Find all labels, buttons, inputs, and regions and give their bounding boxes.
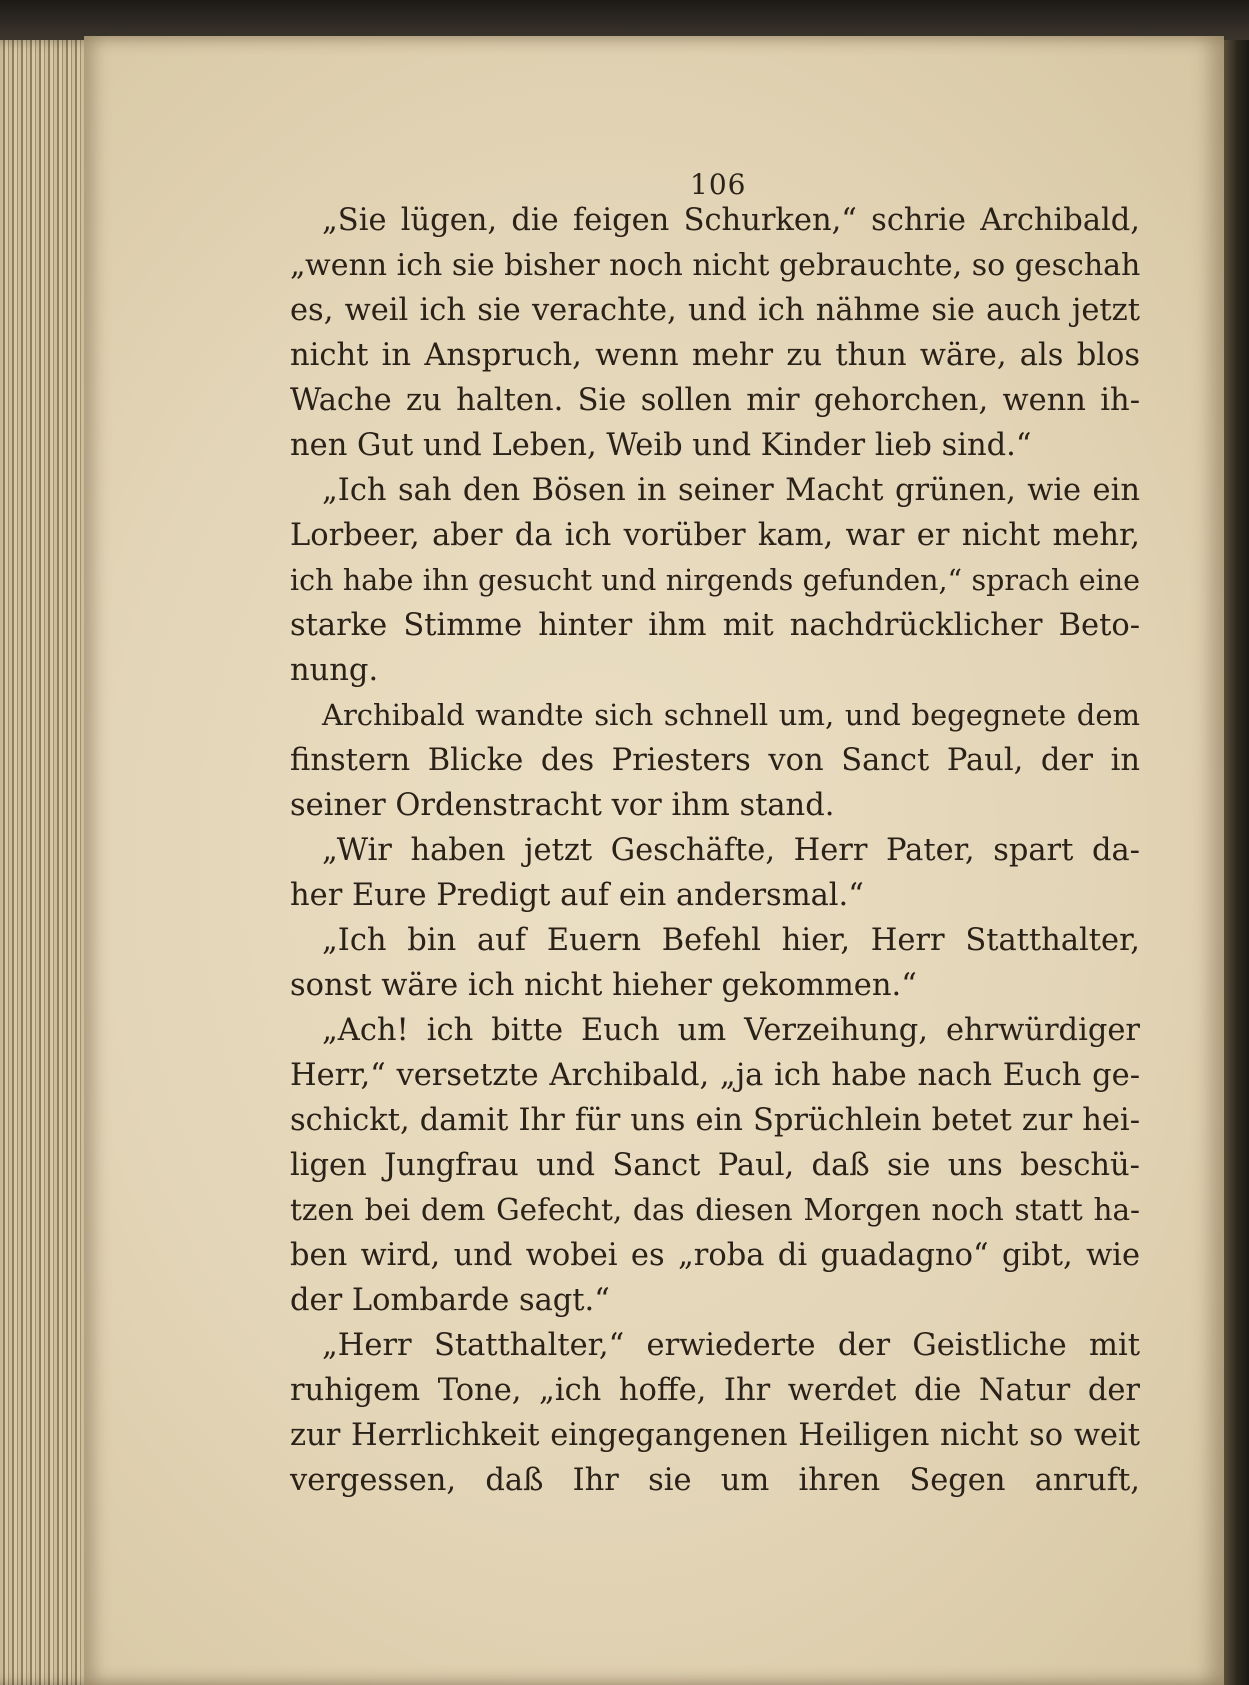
text-line: der Lombarde sagt.“ bbox=[290, 1283, 610, 1318]
text-line: „Wir haben jetzt Geschäfte, Herr Pater, spart da- bbox=[322, 833, 1140, 868]
text-line: „wenn ich sie bisher noch nicht gebrauchte, so geschah bbox=[290, 248, 1141, 283]
text-line: nen Gut und Leben, Weib und Kinder lieb sind.“ bbox=[290, 428, 1032, 463]
text-line: seiner Ordenstracht vor ihm stand. bbox=[290, 788, 835, 823]
text-line: ben wird, und wobei es „roba di guadagno“ gibt, wie bbox=[290, 1238, 1140, 1273]
text-line: vergessen, daß Ihr sie um ihren Segen anruft, bbox=[290, 1463, 1140, 1498]
text-line: Lorbeer, aber da ich vorüber kam, war er nicht mehr, bbox=[290, 518, 1140, 553]
text-line: Archibald wandte sich schnell um, und begegnete dem bbox=[322, 698, 1140, 732]
text-line: Wache zu halten. Sie sollen mir gehorchen, wenn ih- bbox=[290, 383, 1140, 418]
page-number: 106 bbox=[690, 168, 747, 201]
text-line: zur Herrlichkeit eingegangenen Heiligen nicht so weit bbox=[290, 1418, 1140, 1453]
body-text bbox=[290, 198, 1140, 1503]
text-line: schickt, damit Ihr für uns ein Sprüchlein betet zur hei- bbox=[290, 1103, 1140, 1138]
text-line: „Ich bin auf Euern Befehl hier, Herr Statthalter, bbox=[322, 923, 1140, 958]
text-line: ich habe ihn gesucht und nirgends gefunden,“ sprach eine bbox=[290, 564, 1140, 597]
text-line: es, weil ich sie verachte, und ich nähme sie auch jetzt bbox=[290, 293, 1140, 328]
text-line: nicht in Anspruch, wenn mehr zu thun wäre, als blos bbox=[290, 338, 1140, 373]
text-line: nung. bbox=[290, 653, 379, 688]
text-line: „Sie lügen, die feigen Schurken,“ schrie Archibald, bbox=[322, 203, 1140, 238]
text-line: Herr,“ versetzte Archibald, „ja ich habe nach Euch ge- bbox=[290, 1058, 1140, 1093]
text-line: „Ach! ich bitte Euch um Verzeihung, ehrwürdiger bbox=[322, 1013, 1140, 1048]
text-line: ligen Jungfrau und Sanct Paul, daß sie uns beschü- bbox=[290, 1148, 1140, 1183]
text-line: finstern Blicke des Priesters von Sanct Paul, der in bbox=[290, 743, 1140, 778]
text-line: ruhigem Tone, „ich hoffe, Ihr werdet die Natur der bbox=[290, 1373, 1140, 1408]
text-line: starke Stimme hinter ihm mit nachdrücklicher Beto- bbox=[290, 608, 1140, 643]
text-line: „Herr Statthalter,“ erwiederte der Geistliche mit bbox=[322, 1328, 1140, 1363]
text-line: „Ich sah den Bösen in seiner Macht grünen, wie ein bbox=[322, 473, 1140, 508]
text-line: her Eure Predigt auf ein andersmal.“ bbox=[290, 878, 864, 913]
text-line: tzen bei dem Gefecht, das diesen Morgen noch statt ha- bbox=[290, 1193, 1140, 1227]
text-line: sonst wäre ich nicht hieher gekommen.“ bbox=[290, 968, 917, 1003]
